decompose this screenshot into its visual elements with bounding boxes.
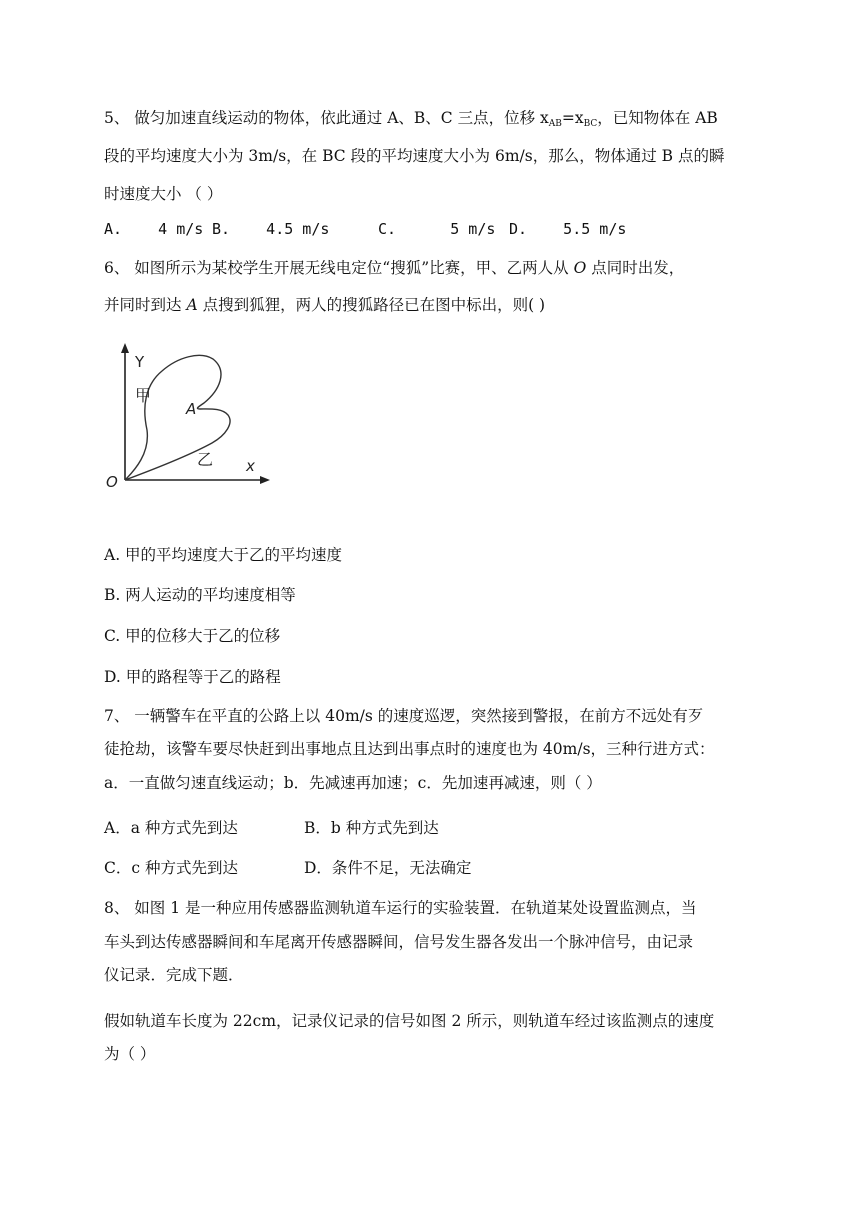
q6-option-b[interactable]: B. 两人运动的平均速度相等 (104, 586, 296, 604)
q6-point-o: O (573, 259, 587, 277)
q8-line-1: 8、 如图 1 是一种应用传感器监测轨道车运行的实验装置．在轨道某处设置监测点，当 (104, 899, 697, 917)
q5-line-2: 段的平均速度大小为 3m/s，在 BC 段的平均速度大小为 6m/s，那么，物体通过 B 点的瞬 (104, 147, 725, 165)
q5-line-3: 时速度大小 （ ） (104, 185, 223, 203)
q5-subscript-bc: BC (583, 119, 598, 129)
x-axis-label: x (246, 457, 255, 475)
origin-label: O (106, 473, 118, 491)
q7-line-3: a．一直做匀速直线运动；b．先减速再加速；c．先加速再减速，则（ ） (104, 774, 602, 792)
q5-option-d[interactable]: D. 5.5 m/s (509, 220, 627, 238)
y-axis-arrow (121, 343, 129, 353)
q6-option-a[interactable]: A. 甲的平均速度大于乙的平均速度 (104, 546, 343, 564)
q8-line-3: 仪记录．完成下题． (104, 966, 244, 984)
q6-option-d[interactable]: D. 甲的路程等于乙的路程 (104, 668, 281, 686)
q8-line-5: 为（ ） (104, 1045, 156, 1063)
q6-text-1b: 点同时出发， (586, 259, 685, 277)
y-axis-label: Y (135, 353, 145, 371)
q7-option-b[interactable]: B．b 种方式先到达 (304, 819, 439, 837)
path-jia-label: 甲 (135, 386, 152, 405)
q7-line-1: 7、 一辆警车在平直的公路上以 40m/s 的速度巡逻，突然接到警报，在前方不远处有歹 (104, 707, 704, 725)
q5-option-a[interactable]: A. 4 m/s (104, 220, 204, 238)
x-axis-arrow (260, 476, 270, 484)
q5-option-b[interactable]: B. 4.5 m/s (212, 220, 330, 238)
q6-path-diagram (100, 335, 280, 495)
path-yi (125, 409, 230, 480)
q7-line-2: 徒抢劫，该警车要尽快赶到出事地点且达到出事点时的速度也为 40m/s，三种行进方式： (104, 740, 715, 758)
q5-option-c[interactable]: C. 5 m/s (378, 220, 496, 238)
q8-line-4: 假如轨道车长度为 22cm，记录仪记录的信号如图 2 所示，则轨道车经过该监测点的速度 (104, 1012, 715, 1030)
q5-text-1b: ，已知物体在 AB (597, 109, 718, 127)
q6-text-1a: 6、 如图所示为某校学生开展无线电定位“搜狐”比赛，甲、乙两人从 (104, 259, 574, 277)
q7-option-d[interactable]: D．条件不足，无法确定 (304, 859, 472, 877)
q6-option-c[interactable]: C. 甲的位移大于乙的位移 (104, 627, 281, 645)
q6-line-1 (104, 257, 684, 279)
q6-text-2a: 并同时到达 (104, 296, 187, 314)
q5-line-1 (104, 107, 718, 135)
q7-option-a[interactable]: A．a 种方式先到达 (104, 819, 238, 837)
q8-line-2: 车头到达传感器瞬间和车尾离开传感器瞬间，信号发生器各发出一个脉冲信号，由记录 (104, 933, 694, 951)
q5-text-eq: =x (561, 109, 584, 127)
q5-text-1a: 5、 做匀加速直线运动的物体，依此通过 A、B、C 三点，位移 x (104, 109, 549, 127)
path-yi-label: 乙 (197, 450, 214, 469)
q7-option-c[interactable]: C．c 种方式先到达 (104, 859, 238, 877)
q6-text-2b: 点搜到狐狸，两人的搜狐路径已在图中标出，则( ) (197, 296, 546, 314)
q6-line-2 (104, 294, 545, 316)
q5-subscript-ab: AB (548, 119, 562, 129)
q6-point-a: A (186, 296, 198, 314)
point-a-label: A (186, 400, 197, 418)
